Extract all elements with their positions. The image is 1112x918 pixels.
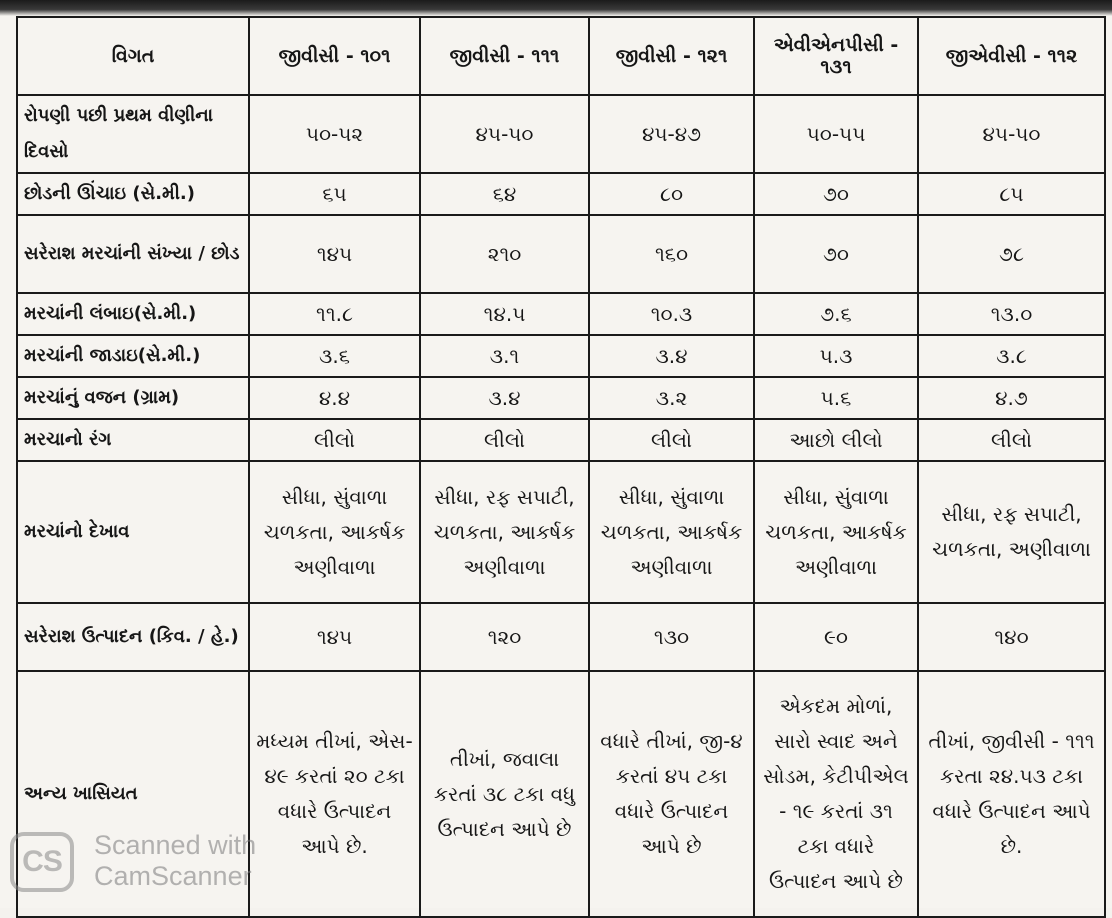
header-cell-gvc-101: જીવીસી - ૧૦૧ xyxy=(249,17,420,95)
table-cell: સીધા, રફ સપાટી, ચળકતા, આકર્ષક અણીવાળા xyxy=(420,461,589,603)
table-cell: ૧૦.૩ xyxy=(589,293,754,335)
header-cell-gvc-121: જીવીસી - ૧૨૧ xyxy=(589,17,754,95)
table-cell: ૮૫ xyxy=(918,173,1105,215)
header-cell-gavc-112: જીએવીસી - ૧૧૨ xyxy=(918,17,1105,95)
table-row xyxy=(17,335,1105,377)
table-cell: મધ્યમ તીખાં, એસ- ૪૯ કરતાં ૨૦ ટકા વધારે ઉત્પાદન આપે છે. xyxy=(249,671,420,917)
table-cell: ૧૪૫ xyxy=(249,603,420,671)
table-cell: તીખાં, જીવીસી - ૧૧૧ કરતા ૨૪.૫૩ ટકા વધારે ઉત્પાદન આપે છે. xyxy=(918,671,1105,917)
table-cell: લીલો xyxy=(918,419,1105,461)
row-label: મરચાંની જાડાઇ(સે.મી.) xyxy=(17,335,249,377)
table-cell: સીધા, રફ સપાટી, ચળકતા, અણીવાળા xyxy=(918,461,1105,603)
table-row xyxy=(17,215,1105,293)
table-cell: સીધા, સુંવાળા ચળકતા, આકર્ષક અણીવાળા xyxy=(589,461,754,603)
chilli-variety-comparison-table xyxy=(16,16,1106,918)
table-row xyxy=(17,173,1105,215)
camscanner-logo-icon: CS xyxy=(10,832,74,892)
table-cell: ૪૫-૫૦ xyxy=(918,95,1105,173)
table-row xyxy=(17,377,1105,419)
table-cell: ૭૦ xyxy=(754,215,918,293)
watermark-text xyxy=(94,830,256,892)
table-cell: ૪૫-૫૦ xyxy=(420,95,589,173)
row-label: મરચાંની લંબાઇ(સે.મી.) xyxy=(17,293,249,335)
table-cell: ૧૧.૮ xyxy=(249,293,420,335)
watermark-line-2: CamScanner xyxy=(94,861,252,891)
row-label: સરેરાશ મરચાંની સંખ્યા / છોડ xyxy=(17,215,249,293)
row-label: રોપણી પછી પ્રથમ વીણીના દિવસો xyxy=(17,95,249,173)
table-cell: ૧૩૦ xyxy=(589,603,754,671)
row-label: અન્ય ખાસિયત xyxy=(17,671,249,917)
table-cell: ૩.૨ xyxy=(589,377,754,419)
table-cell: ૭.૬ xyxy=(754,293,918,335)
row-label: મરચાંનો દેખાવ xyxy=(17,461,249,603)
table-cell: ૧૬૦ xyxy=(589,215,754,293)
header-row xyxy=(17,17,1105,95)
table-cell: ૨૧૦ xyxy=(420,215,589,293)
table-cell: તીખાં, જવાલા કરતાં ૩૮ ટકા વધુ ઉત્પાદન આપે છે xyxy=(420,671,589,917)
table-cell: સીધા, સુંવાળા ચળકતા, આકર્ષક અણીવાળા xyxy=(249,461,420,603)
table-cell: ૧૪૦ xyxy=(918,603,1105,671)
table-row xyxy=(17,419,1105,461)
table-cell: ૩.૮ xyxy=(918,335,1105,377)
table-cell: ૭૮ xyxy=(918,215,1105,293)
table-cell: ૧૪૫ xyxy=(249,215,420,293)
table-cell: ૩.૪ xyxy=(589,335,754,377)
table-cell: ૫૦-૫૫ xyxy=(754,95,918,173)
table-cell: ૩.૧ xyxy=(420,335,589,377)
watermark-line-1: Scanned with xyxy=(94,830,257,860)
table-cell: ૯૦ xyxy=(754,603,918,671)
table-cell: ૬૪ xyxy=(420,173,589,215)
table-cell: લીલો xyxy=(589,419,754,461)
camscanner-watermark xyxy=(10,828,290,898)
header-cell-avnpc-131: એવીએનપીસી - ૧૩૧ xyxy=(754,17,918,95)
row-label: મરચાનો રંગ xyxy=(17,419,249,461)
table-cell: ૭૦ xyxy=(754,173,918,215)
table-cell: ૪.૪ xyxy=(249,377,420,419)
row-label: મરચાંનું વજન (ગ્રામ) xyxy=(17,377,249,419)
table-cell: ૩.૪ xyxy=(420,377,589,419)
table-cell: ૫.૬ xyxy=(754,377,918,419)
table-cell: સીધા, સુંવાળા ચળકતા, આકર્ષક અણીવાળા xyxy=(754,461,918,603)
table-cell: ૫.૩ xyxy=(754,335,918,377)
table-cell: ૧૨૦ xyxy=(420,603,589,671)
table-cell: ૫૦-૫૨ xyxy=(249,95,420,173)
table-row xyxy=(17,603,1105,671)
row-label: છોડની ઊંચાઇ (સે.મી.) xyxy=(17,173,249,215)
table-cell: લીલો xyxy=(420,419,589,461)
table-cell: ૩.૬ xyxy=(249,335,420,377)
table-cell: લીલો xyxy=(249,419,420,461)
table-cell: ૮૦ xyxy=(589,173,754,215)
table-row xyxy=(17,293,1105,335)
table-row xyxy=(17,461,1105,603)
table-cell: ૧૪.૫ xyxy=(420,293,589,335)
table-cell: આછો લીલો xyxy=(754,419,918,461)
table-row xyxy=(17,95,1105,173)
table-cell: ૬૫ xyxy=(249,173,420,215)
table-cell: એકદમ મોળાં, સારો સ્વાદ અને સોડમ, કેટીપીએલ - ૧૯ કરતાં ૩૧ ટકા વધારે ઉત્પાદન આપે છે xyxy=(754,671,918,917)
table-cell: વધારે તીખાં, જી-૪ કરતાં ૪૫ ટકા વધારે ઉત્પાદન આપે છે xyxy=(589,671,754,917)
page-top-edge xyxy=(0,0,1112,16)
header-cell-detail: વિગત xyxy=(17,17,249,95)
table-cell: ૪.૭ xyxy=(918,377,1105,419)
table-cell: ૪૫-૪૭ xyxy=(589,95,754,173)
table-cell: ૧૩.૦ xyxy=(918,293,1105,335)
row-label: સરેરાશ ઉત્પાદન (કિવ. / હે.) xyxy=(17,603,249,671)
header-cell-gvc-111: જીવીસી - ૧૧૧ xyxy=(420,17,589,95)
